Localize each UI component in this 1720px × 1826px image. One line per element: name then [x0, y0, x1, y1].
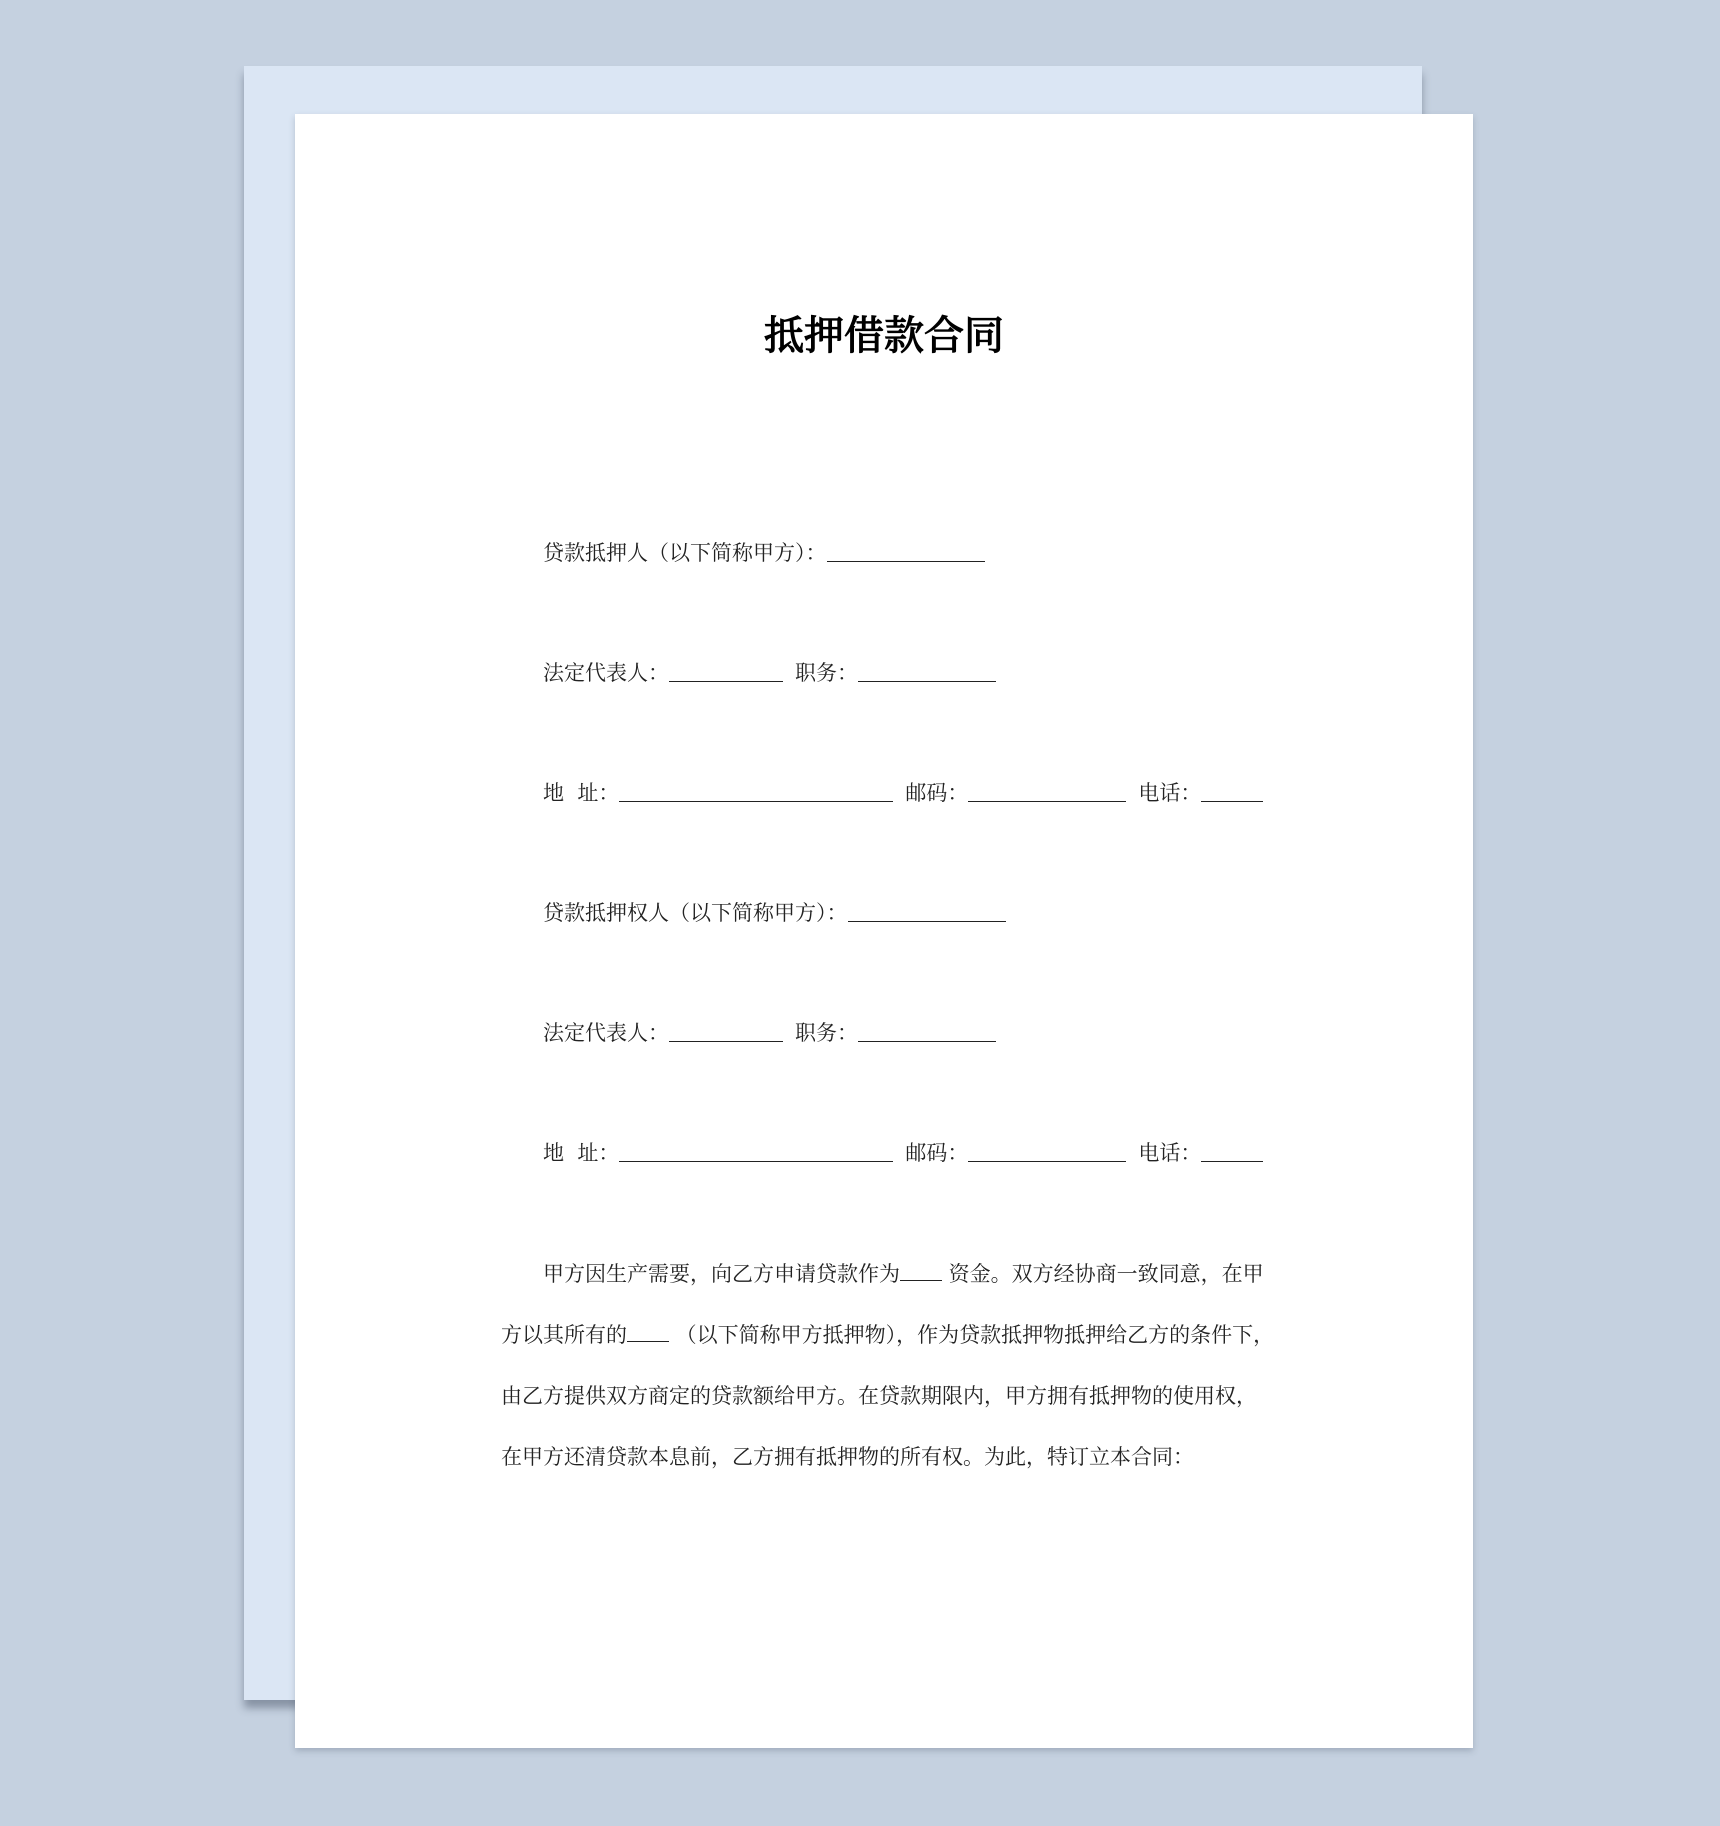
party-a-postcode-label: 邮码： — [905, 781, 969, 805]
body-line-3: 由乙方提供双方商定的贷款额给甲方。在贷款期限内，甲方拥有抵押物的使用权， — [501, 1384, 1257, 1408]
party-b-row — [543, 896, 1006, 926]
party-b-rep-label: 法定代表人： — [543, 1021, 669, 1045]
party-a-position-blank[interactable] — [858, 661, 996, 682]
party-b-rep-row — [543, 1016, 996, 1046]
collateral-blank[interactable] — [627, 1323, 669, 1342]
party-a-address-label: 地 址： — [543, 781, 620, 805]
document-title: 抵押借款合同 — [764, 313, 1004, 359]
body-line-2-text-b: （以下简称甲方抵押物），作为贷款抵押物抵押给乙方的条件下， — [669, 1323, 1275, 1347]
document-page — [295, 114, 1473, 1748]
party-b-position-label: 职务： — [795, 1021, 858, 1045]
party-b-phone-label: 电话： — [1138, 1141, 1202, 1165]
party-b-phone-blank[interactable] — [1201, 1141, 1263, 1162]
party-a-postcode-blank[interactable] — [968, 781, 1126, 802]
party-a-row — [543, 536, 985, 566]
party-a-label: 贷款抵押人（以下简称甲方）： — [543, 541, 827, 565]
party-b-postcode-label: 邮码： — [905, 1141, 969, 1165]
party-a-blank[interactable] — [827, 541, 985, 562]
party-a-phone-label: 电话： — [1138, 781, 1202, 805]
body-line-4: 在甲方还清贷款本息前，乙方拥有抵押物的所有权。为此，特订立本合同： — [501, 1445, 1194, 1469]
party-a-address-blank[interactable] — [619, 781, 893, 802]
party-a-address-row — [543, 776, 1263, 806]
party-a-rep-label: 法定代表人： — [543, 661, 669, 685]
body-line-2-text-a: 方以其所有的 — [501, 1323, 627, 1347]
body-line-1-text-b: 资金。双方经协商一致同意，在甲 — [942, 1262, 1264, 1286]
party-b-blank[interactable] — [848, 901, 1006, 922]
party-b-address-row — [543, 1136, 1263, 1166]
party-b-postcode-blank[interactable] — [968, 1141, 1126, 1162]
party-a-position-label: 职务： — [795, 661, 858, 685]
party-a-rep-blank[interactable] — [669, 661, 783, 682]
party-a-phone-blank[interactable] — [1201, 781, 1263, 802]
body-line-1 — [501, 1244, 1281, 1305]
body-paragraph — [501, 1244, 1281, 1488]
party-b-address-label: 地 址： — [543, 1141, 620, 1165]
party-b-label: 贷款抵押权人（以下简称甲方）： — [543, 901, 848, 925]
body-line-1-text-a: 甲方因生产需要，向乙方申请贷款作为 — [543, 1262, 900, 1286]
party-a-rep-row — [543, 656, 996, 686]
party-b-address-blank[interactable] — [619, 1141, 893, 1162]
body-line-2 — [501, 1305, 1281, 1366]
party-b-position-blank[interactable] — [858, 1021, 996, 1042]
party-b-rep-blank[interactable] — [669, 1021, 783, 1042]
fund-purpose-blank[interactable] — [900, 1262, 942, 1281]
